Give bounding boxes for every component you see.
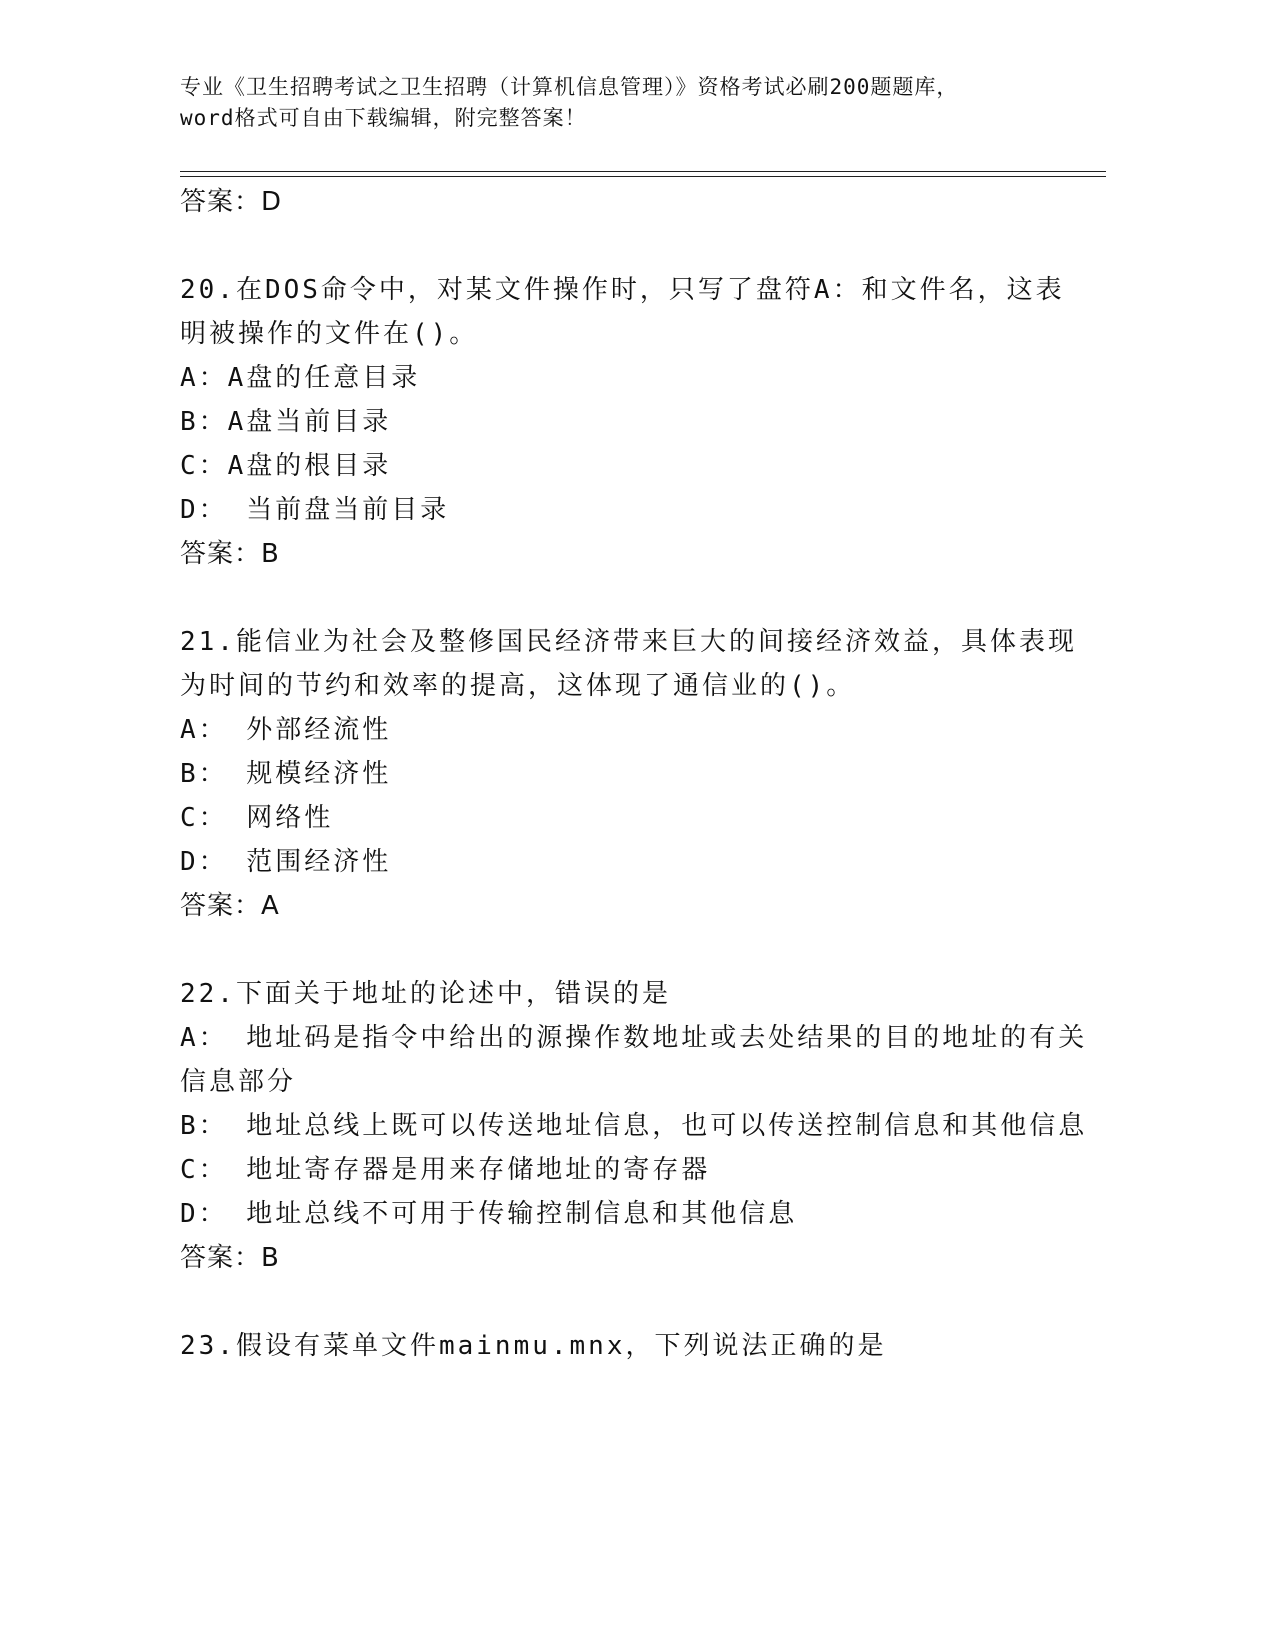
option-b: B： 地址总线上既可以传送地址信息，也可以传送控制信息和其他信息 xyxy=(180,1111,1088,1141)
option-d: D： 范围经济性 xyxy=(180,847,392,877)
option-a: A：A盘的任意目录 xyxy=(180,363,421,393)
question-block xyxy=(180,268,1080,576)
question-list xyxy=(180,180,1088,1368)
option-b: B： 规模经济性 xyxy=(180,759,392,789)
option-d: D： 地址总线不可用于传输控制信息和其他信息 xyxy=(180,1199,798,1229)
spacer xyxy=(180,576,1080,620)
question-stem-line: 21.能信业为社会及整修国民经济带来巨大的间接经济效益，具体表现 xyxy=(180,627,1077,657)
option-c: C：A盘的根目录 xyxy=(180,451,392,481)
spacer xyxy=(180,1280,1080,1324)
spacer xyxy=(180,224,1080,268)
answer-line: 答案：D xyxy=(180,187,283,217)
option-b: B：A盘当前目录 xyxy=(180,407,392,437)
answer-line: 答案：B xyxy=(180,1243,280,1273)
document-header xyxy=(180,72,1080,134)
question-block xyxy=(180,620,1080,928)
question-stem-line: 22.下面关于地址的论述中，错误的是 xyxy=(180,979,671,1009)
question-block xyxy=(180,1324,1080,1368)
header-divider-bottom xyxy=(180,176,1106,177)
option-c: C： 地址寄存器是用来存储地址的寄存器 xyxy=(180,1155,711,1185)
question-stem-line: 为时间的节约和效率的提高，这体现了通信业的()。 xyxy=(180,671,856,701)
question-stem-line: 明被操作的文件在()。 xyxy=(180,319,479,349)
header-line-2: word格式可自由下载编辑，附完整答案！ xyxy=(180,106,587,130)
option-c: C： 网络性 xyxy=(180,803,334,833)
header-line-1: 专业《卫生招聘考试之卫生招聘（计算机信息管理）》资格考试必刷200题题库， xyxy=(180,75,959,99)
option-d: D： 当前盘当前目录 xyxy=(180,495,450,525)
question-stem-line: 23.假设有菜单文件mainmu.mnx，下列说法正确的是 xyxy=(180,1331,887,1361)
option-a-continuation: 信息部分 xyxy=(180,1067,297,1097)
spacer xyxy=(180,928,1080,972)
answer-line: 答案：B xyxy=(180,539,280,569)
header-divider-top xyxy=(180,171,1106,172)
option-a: A： 外部经流性 xyxy=(180,715,392,745)
question-stem-line: 20.在DOS命令中，对某文件操作时，只写了盘符A：和文件名，这表 xyxy=(180,275,1065,305)
answer-line: 答案：A xyxy=(180,891,280,921)
question-block xyxy=(180,972,1088,1280)
option-a: A： 地址码是指令中给出的源操作数地址或去处结果的目的地址的有关 xyxy=(180,1023,1088,1053)
